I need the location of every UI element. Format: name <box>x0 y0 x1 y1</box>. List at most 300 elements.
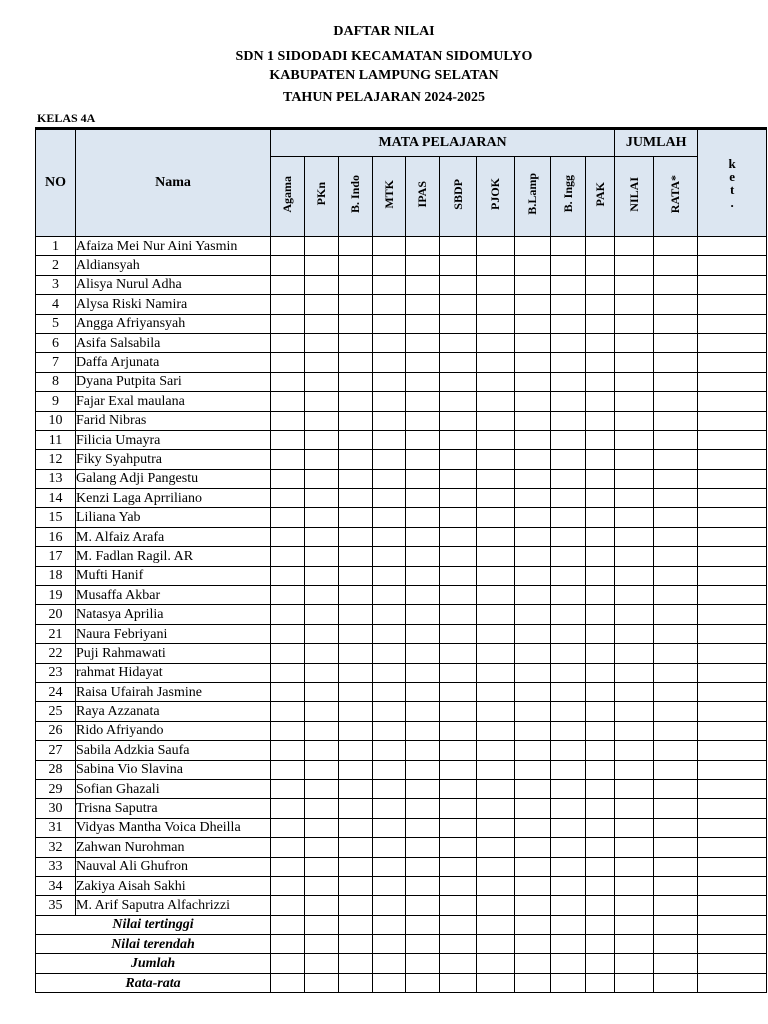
grade-cell[interactable] <box>271 682 305 701</box>
grade-cell[interactable] <box>440 857 477 876</box>
grade-cell[interactable] <box>305 702 339 721</box>
grade-cell[interactable] <box>586 818 615 837</box>
grade-cell[interactable] <box>515 857 551 876</box>
grade-cell[interactable] <box>615 838 654 857</box>
grade-cell[interactable] <box>440 702 477 721</box>
grade-cell[interactable] <box>698 566 767 585</box>
grade-cell[interactable] <box>440 275 477 294</box>
grade-cell[interactable] <box>305 256 339 275</box>
grade-cell[interactable] <box>440 547 477 566</box>
grade-cell[interactable] <box>615 237 654 256</box>
grade-cell[interactable] <box>615 682 654 701</box>
grade-cell[interactable] <box>440 508 477 527</box>
grade-cell[interactable] <box>339 818 373 837</box>
grade-cell[interactable] <box>305 605 339 624</box>
grade-cell[interactable] <box>339 663 373 682</box>
grade-cell[interactable] <box>339 295 373 314</box>
grade-cell[interactable] <box>551 644 586 663</box>
grade-cell[interactable] <box>551 489 586 508</box>
grade-cell[interactable] <box>698 915 767 934</box>
grade-cell[interactable] <box>586 392 615 411</box>
grade-cell[interactable] <box>586 663 615 682</box>
grade-cell[interactable] <box>654 489 698 508</box>
grade-cell[interactable] <box>305 411 339 430</box>
grade-cell[interactable] <box>515 508 551 527</box>
grade-cell[interactable] <box>373 876 406 895</box>
grade-cell[interactable] <box>339 605 373 624</box>
grade-cell[interactable] <box>305 469 339 488</box>
grade-cell[interactable] <box>305 314 339 333</box>
grade-cell[interactable] <box>477 741 515 760</box>
grade-cell[interactable] <box>339 237 373 256</box>
grade-cell[interactable] <box>551 682 586 701</box>
grade-cell[interactable] <box>406 799 440 818</box>
grade-cell[interactable] <box>654 392 698 411</box>
grade-cell[interactable] <box>586 779 615 798</box>
grade-cell[interactable] <box>515 935 551 954</box>
grade-cell[interactable] <box>551 760 586 779</box>
grade-cell[interactable] <box>406 489 440 508</box>
grade-cell[interactable] <box>615 411 654 430</box>
grade-cell[interactable] <box>515 566 551 585</box>
grade-cell[interactable] <box>654 353 698 372</box>
grade-cell[interactable] <box>440 450 477 469</box>
grade-cell[interactable] <box>551 372 586 391</box>
grade-cell[interactable] <box>698 586 767 605</box>
grade-cell[interactable] <box>654 644 698 663</box>
grade-cell[interactable] <box>615 876 654 895</box>
grade-cell[interactable] <box>271 527 305 546</box>
grade-cell[interactable] <box>698 256 767 275</box>
grade-cell[interactable] <box>373 430 406 449</box>
grade-cell[interactable] <box>406 682 440 701</box>
grade-cell[interactable] <box>586 799 615 818</box>
grade-cell[interactable] <box>373 896 406 915</box>
grade-cell[interactable] <box>551 779 586 798</box>
grade-cell[interactable] <box>698 760 767 779</box>
grade-cell[interactable] <box>586 353 615 372</box>
grade-cell[interactable] <box>586 741 615 760</box>
grade-cell[interactable] <box>271 430 305 449</box>
grade-cell[interactable] <box>305 333 339 352</box>
grade-cell[interactable] <box>339 779 373 798</box>
grade-cell[interactable] <box>271 411 305 430</box>
grade-cell[interactable] <box>654 818 698 837</box>
grade-cell[interactable] <box>551 566 586 585</box>
grade-cell[interactable] <box>515 973 551 992</box>
grade-cell[interactable] <box>305 799 339 818</box>
grade-cell[interactable] <box>440 838 477 857</box>
grade-cell[interactable] <box>477 450 515 469</box>
grade-cell[interactable] <box>615 489 654 508</box>
grade-cell[interactable] <box>477 469 515 488</box>
grade-cell[interactable] <box>271 779 305 798</box>
grade-cell[interactable] <box>515 275 551 294</box>
grade-cell[interactable] <box>586 527 615 546</box>
grade-cell[interactable] <box>305 973 339 992</box>
grade-cell[interactable] <box>373 489 406 508</box>
grade-cell[interactable] <box>406 392 440 411</box>
grade-cell[interactable] <box>615 547 654 566</box>
grade-cell[interactable] <box>440 915 477 934</box>
grade-cell[interactable] <box>373 237 406 256</box>
grade-cell[interactable] <box>551 838 586 857</box>
grade-cell[interactable] <box>698 372 767 391</box>
grade-cell[interactable] <box>615 295 654 314</box>
grade-cell[interactable] <box>551 741 586 760</box>
grade-cell[interactable] <box>271 818 305 837</box>
grade-cell[interactable] <box>406 663 440 682</box>
grade-cell[interactable] <box>477 295 515 314</box>
grade-cell[interactable] <box>615 702 654 721</box>
grade-cell[interactable] <box>551 663 586 682</box>
grade-cell[interactable] <box>339 954 373 973</box>
grade-cell[interactable] <box>477 721 515 740</box>
grade-cell[interactable] <box>440 295 477 314</box>
grade-cell[interactable] <box>339 566 373 585</box>
grade-cell[interactable] <box>440 237 477 256</box>
grade-cell[interactable] <box>586 935 615 954</box>
grade-cell[interactable] <box>406 605 440 624</box>
grade-cell[interactable] <box>551 411 586 430</box>
grade-cell[interactable] <box>698 682 767 701</box>
grade-cell[interactable] <box>654 876 698 895</box>
grade-cell[interactable] <box>305 896 339 915</box>
grade-cell[interactable] <box>406 644 440 663</box>
grade-cell[interactable] <box>615 605 654 624</box>
grade-cell[interactable] <box>440 489 477 508</box>
grade-cell[interactable] <box>271 586 305 605</box>
grade-cell[interactable] <box>339 450 373 469</box>
grade-cell[interactable] <box>654 566 698 585</box>
grade-cell[interactable] <box>615 818 654 837</box>
grade-cell[interactable] <box>477 876 515 895</box>
grade-cell[interactable] <box>698 838 767 857</box>
grade-cell[interactable] <box>698 353 767 372</box>
grade-cell[interactable] <box>305 818 339 837</box>
grade-cell[interactable] <box>515 392 551 411</box>
grade-cell[interactable] <box>477 489 515 508</box>
grade-cell[interactable] <box>406 721 440 740</box>
grade-cell[interactable] <box>615 857 654 876</box>
grade-cell[interactable] <box>339 489 373 508</box>
grade-cell[interactable] <box>373 838 406 857</box>
grade-cell[interactable] <box>698 624 767 643</box>
grade-cell[interactable] <box>586 954 615 973</box>
grade-cell[interactable] <box>406 256 440 275</box>
grade-cell[interactable] <box>515 605 551 624</box>
grade-cell[interactable] <box>339 411 373 430</box>
grade-cell[interactable] <box>406 275 440 294</box>
grade-cell[interactable] <box>515 896 551 915</box>
grade-cell[interactable] <box>551 876 586 895</box>
grade-cell[interactable] <box>339 915 373 934</box>
grade-cell[interactable] <box>406 527 440 546</box>
grade-cell[interactable] <box>305 353 339 372</box>
grade-cell[interactable] <box>615 256 654 275</box>
grade-cell[interactable] <box>477 624 515 643</box>
grade-cell[interactable] <box>305 682 339 701</box>
grade-cell[interactable] <box>373 392 406 411</box>
grade-cell[interactable] <box>654 896 698 915</box>
grade-cell[interactable] <box>477 314 515 333</box>
grade-cell[interactable] <box>305 721 339 740</box>
grade-cell[interactable] <box>440 392 477 411</box>
grade-cell[interactable] <box>440 256 477 275</box>
grade-cell[interactable] <box>373 973 406 992</box>
grade-cell[interactable] <box>586 721 615 740</box>
grade-cell[interactable] <box>271 721 305 740</box>
grade-cell[interactable] <box>586 838 615 857</box>
grade-cell[interactable] <box>373 547 406 566</box>
grade-cell[interactable] <box>440 876 477 895</box>
grade-cell[interactable] <box>551 430 586 449</box>
grade-cell[interactable] <box>654 450 698 469</box>
grade-cell[interactable] <box>271 295 305 314</box>
grade-cell[interactable] <box>586 547 615 566</box>
grade-cell[interactable] <box>271 450 305 469</box>
grade-cell[interactable] <box>615 779 654 798</box>
grade-cell[interactable] <box>305 372 339 391</box>
grade-cell[interactable] <box>339 857 373 876</box>
grade-cell[interactable] <box>477 237 515 256</box>
grade-cell[interactable] <box>477 275 515 294</box>
grade-cell[interactable] <box>406 876 440 895</box>
grade-cell[interactable] <box>271 353 305 372</box>
grade-cell[interactable] <box>271 702 305 721</box>
grade-cell[interactable] <box>339 469 373 488</box>
grade-cell[interactable] <box>615 314 654 333</box>
grade-cell[interactable] <box>586 973 615 992</box>
grade-cell[interactable] <box>551 314 586 333</box>
grade-cell[interactable] <box>698 605 767 624</box>
grade-cell[interactable] <box>406 857 440 876</box>
grade-cell[interactable] <box>406 973 440 992</box>
grade-cell[interactable] <box>654 275 698 294</box>
grade-cell[interactable] <box>373 527 406 546</box>
grade-cell[interactable] <box>305 392 339 411</box>
grade-cell[interactable] <box>406 760 440 779</box>
grade-cell[interactable] <box>551 256 586 275</box>
grade-cell[interactable] <box>551 333 586 352</box>
grade-cell[interactable] <box>373 372 406 391</box>
grade-cell[interactable] <box>654 954 698 973</box>
grade-cell[interactable] <box>305 954 339 973</box>
grade-cell[interactable] <box>271 663 305 682</box>
grade-cell[interactable] <box>477 411 515 430</box>
grade-cell[interactable] <box>305 876 339 895</box>
grade-cell[interactable] <box>440 741 477 760</box>
grade-cell[interactable] <box>373 256 406 275</box>
grade-cell[interactable] <box>586 411 615 430</box>
grade-cell[interactable] <box>654 469 698 488</box>
grade-cell[interactable] <box>477 256 515 275</box>
grade-cell[interactable] <box>305 527 339 546</box>
grade-cell[interactable] <box>373 935 406 954</box>
grade-cell[interactable] <box>305 624 339 643</box>
grade-cell[interactable] <box>615 663 654 682</box>
grade-cell[interactable] <box>339 586 373 605</box>
grade-cell[interactable] <box>305 586 339 605</box>
grade-cell[interactable] <box>698 275 767 294</box>
grade-cell[interactable] <box>654 760 698 779</box>
grade-cell[interactable] <box>586 469 615 488</box>
grade-cell[interactable] <box>586 333 615 352</box>
grade-cell[interactable] <box>406 333 440 352</box>
grade-cell[interactable] <box>586 275 615 294</box>
grade-cell[interactable] <box>440 469 477 488</box>
grade-cell[interactable] <box>339 353 373 372</box>
grade-cell[interactable] <box>406 838 440 857</box>
grade-cell[interactable] <box>615 392 654 411</box>
grade-cell[interactable] <box>406 547 440 566</box>
grade-cell[interactable] <box>271 973 305 992</box>
grade-cell[interactable] <box>305 741 339 760</box>
grade-cell[interactable] <box>654 779 698 798</box>
grade-cell[interactable] <box>615 275 654 294</box>
grade-cell[interactable] <box>698 741 767 760</box>
grade-cell[interactable] <box>551 295 586 314</box>
grade-cell[interactable] <box>515 256 551 275</box>
grade-cell[interactable] <box>698 721 767 740</box>
grade-cell[interactable] <box>515 876 551 895</box>
grade-cell[interactable] <box>654 372 698 391</box>
grade-cell[interactable] <box>271 799 305 818</box>
grade-cell[interactable] <box>477 973 515 992</box>
grade-cell[interactable] <box>551 527 586 546</box>
grade-cell[interactable] <box>698 779 767 798</box>
grade-cell[interactable] <box>305 663 339 682</box>
grade-cell[interactable] <box>698 702 767 721</box>
grade-cell[interactable] <box>515 702 551 721</box>
grade-cell[interactable] <box>406 818 440 837</box>
grade-cell[interactable] <box>515 237 551 256</box>
grade-cell[interactable] <box>654 915 698 934</box>
grade-cell[interactable] <box>698 508 767 527</box>
grade-cell[interactable] <box>477 605 515 624</box>
grade-cell[interactable] <box>440 353 477 372</box>
grade-cell[interactable] <box>515 741 551 760</box>
grade-cell[interactable] <box>615 954 654 973</box>
grade-cell[interactable] <box>551 353 586 372</box>
grade-cell[interactable] <box>339 372 373 391</box>
grade-cell[interactable] <box>698 295 767 314</box>
grade-cell[interactable] <box>698 450 767 469</box>
grade-cell[interactable] <box>477 333 515 352</box>
grade-cell[interactable] <box>373 741 406 760</box>
grade-cell[interactable] <box>373 760 406 779</box>
grade-cell[interactable] <box>515 682 551 701</box>
grade-cell[interactable] <box>440 954 477 973</box>
grade-cell[interactable] <box>615 566 654 585</box>
grade-cell[interactable] <box>515 644 551 663</box>
grade-cell[interactable] <box>698 857 767 876</box>
grade-cell[interactable] <box>373 857 406 876</box>
grade-cell[interactable] <box>373 275 406 294</box>
grade-cell[interactable] <box>586 256 615 275</box>
grade-cell[interactable] <box>271 489 305 508</box>
grade-cell[interactable] <box>551 469 586 488</box>
grade-cell[interactable] <box>271 935 305 954</box>
grade-cell[interactable] <box>477 372 515 391</box>
grade-cell[interactable] <box>373 799 406 818</box>
grade-cell[interactable] <box>586 372 615 391</box>
grade-cell[interactable] <box>654 682 698 701</box>
grade-cell[interactable] <box>440 624 477 643</box>
grade-cell[interactable] <box>271 508 305 527</box>
grade-cell[interactable] <box>373 353 406 372</box>
grade-cell[interactable] <box>515 779 551 798</box>
grade-cell[interactable] <box>339 314 373 333</box>
grade-cell[interactable] <box>698 430 767 449</box>
grade-cell[interactable] <box>654 663 698 682</box>
grade-cell[interactable] <box>339 741 373 760</box>
grade-cell[interactable] <box>477 857 515 876</box>
grade-cell[interactable] <box>305 566 339 585</box>
grade-cell[interactable] <box>477 527 515 546</box>
grade-cell[interactable] <box>698 527 767 546</box>
grade-cell[interactable] <box>406 624 440 643</box>
grade-cell[interactable] <box>373 644 406 663</box>
grade-cell[interactable] <box>440 896 477 915</box>
grade-cell[interactable] <box>271 876 305 895</box>
grade-cell[interactable] <box>551 973 586 992</box>
grade-cell[interactable] <box>698 411 767 430</box>
grade-cell[interactable] <box>586 896 615 915</box>
grade-cell[interactable] <box>515 586 551 605</box>
grade-cell[interactable] <box>373 411 406 430</box>
grade-cell[interactable] <box>551 275 586 294</box>
grade-cell[interactable] <box>373 314 406 333</box>
grade-cell[interactable] <box>698 333 767 352</box>
grade-cell[interactable] <box>698 392 767 411</box>
grade-cell[interactable] <box>477 430 515 449</box>
grade-cell[interactable] <box>515 489 551 508</box>
grade-cell[interactable] <box>551 392 586 411</box>
grade-cell[interactable] <box>551 702 586 721</box>
grade-cell[interactable] <box>515 915 551 934</box>
grade-cell[interactable] <box>339 333 373 352</box>
grade-cell[interactable] <box>339 896 373 915</box>
grade-cell[interactable] <box>305 430 339 449</box>
grade-cell[interactable] <box>515 760 551 779</box>
grade-cell[interactable] <box>339 799 373 818</box>
grade-cell[interactable] <box>271 624 305 643</box>
grade-cell[interactable] <box>305 838 339 857</box>
grade-cell[interactable] <box>339 256 373 275</box>
grade-cell[interactable] <box>698 799 767 818</box>
grade-cell[interactable] <box>373 954 406 973</box>
grade-cell[interactable] <box>586 508 615 527</box>
grade-cell[interactable] <box>406 896 440 915</box>
grade-cell[interactable] <box>271 237 305 256</box>
grade-cell[interactable] <box>477 818 515 837</box>
grade-cell[interactable] <box>305 760 339 779</box>
grade-cell[interactable] <box>339 682 373 701</box>
grade-cell[interactable] <box>406 508 440 527</box>
grade-cell[interactable] <box>654 430 698 449</box>
grade-cell[interactable] <box>551 954 586 973</box>
grade-cell[interactable] <box>477 392 515 411</box>
grade-cell[interactable] <box>515 353 551 372</box>
grade-cell[interactable] <box>586 682 615 701</box>
grade-cell[interactable] <box>406 450 440 469</box>
grade-cell[interactable] <box>698 663 767 682</box>
grade-cell[interactable] <box>654 527 698 546</box>
grade-cell[interactable] <box>515 469 551 488</box>
grade-cell[interactable] <box>615 741 654 760</box>
grade-cell[interactable] <box>406 372 440 391</box>
